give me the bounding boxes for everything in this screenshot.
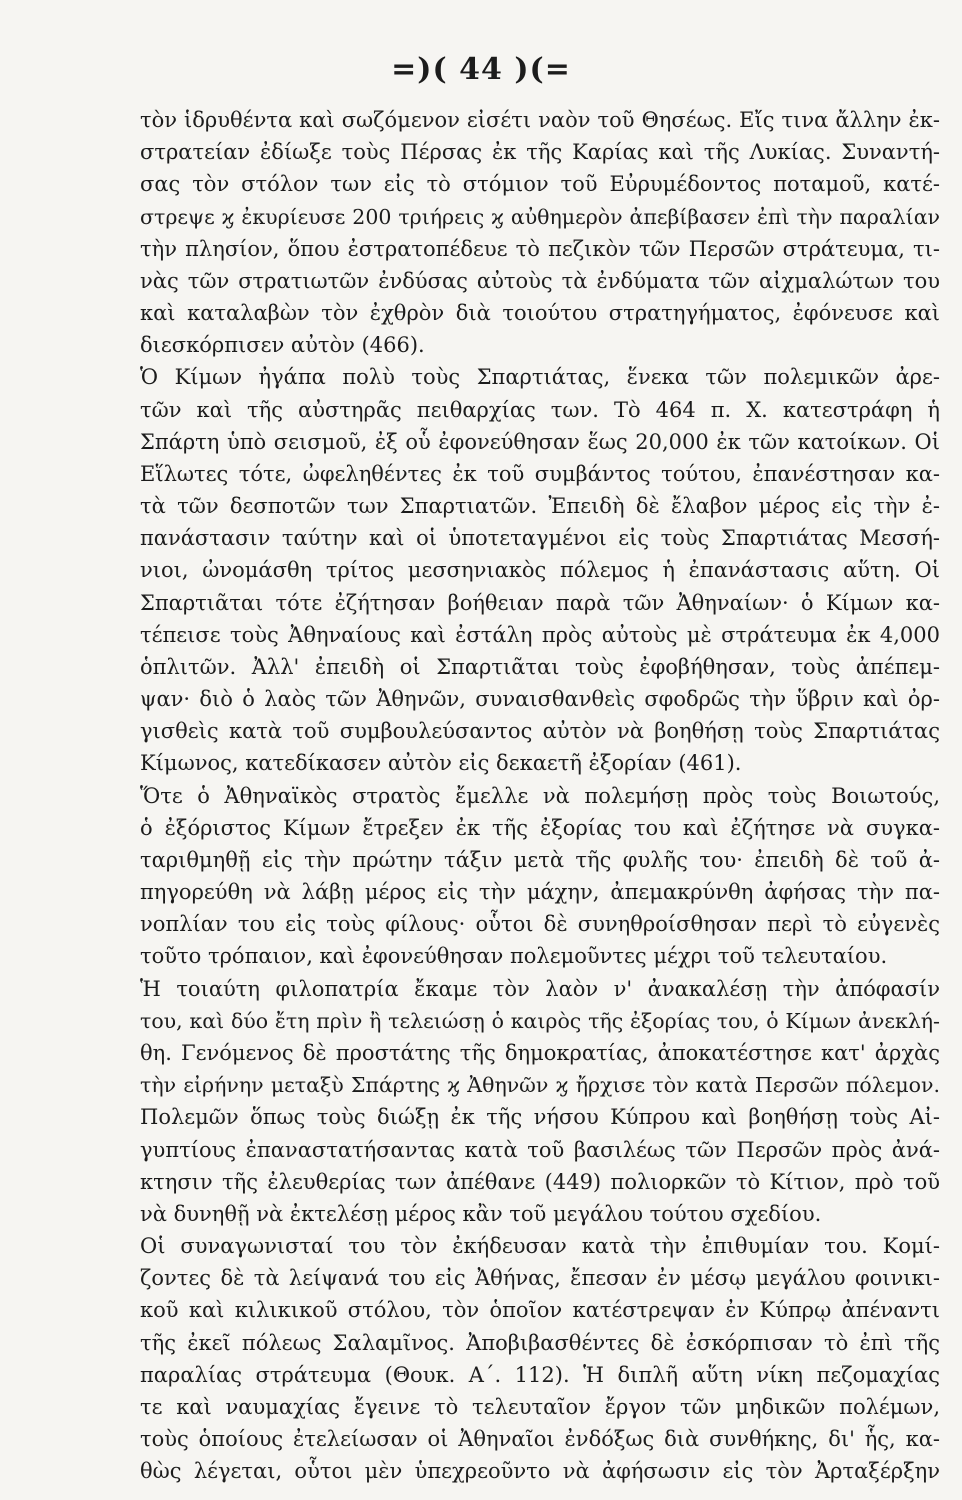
text-line: τοῦτο τρόπαιον, καὶ ἐφονεύθησαν πολεμοῦντες μέχρι τοῦ τελευταίου. [140, 944, 888, 969]
text-line: πηγορεύθη νὰ λάβῃ μέρος εἰς τὴν μάχην, ἀπεμακρύνθη ἀφήσας τὴν πα- [140, 880, 940, 905]
text-line: Ὁ Κίμων ἠγάπα πολὺ τοὺς Σπαρτιάτας, ἕνεκα τῶν πολεμικῶν ἀρε- [140, 365, 940, 390]
text-line: Ἡ τοιαύτη φιλοπατρία ἔκαμε τὸν λαὸν ν' ἀνακαλέσῃ τὴν ἀπόφασίν [140, 976, 940, 1001]
text-line: γυπτίους ἐπαναστατήσαντας κατὰ τοῦ βασιλέως τῶν Περσῶν πρὸς ἀνά- [140, 1137, 940, 1162]
text-line: πανάστασιν ταύτην καὶ οἱ ὑποτεταγμένοι εἰς τοὺς Σπαρτιάτας Μεσσή- [140, 526, 940, 551]
text-line: Εἵλωτες τότε, ὠφεληθέντες ἐκ τοῦ συμβάντος τούτου, ἐπανέστησαν κα- [140, 461, 940, 486]
text-line: τῶν καὶ τῆς αὐστηρᾶς πειθαρχίας των. Τὸ 464 π. Χ. κατεστράφη ἡ [140, 397, 940, 422]
text-line: καὶ καταλαβὼν τὸν ἐχθρὸν διὰ τοιούτου στρατηγήματος, ἐφόνευσε καὶ [140, 301, 940, 326]
text-line: σας τὸν στόλον των εἰς τὸ στόμιον τοῦ Εὐρυμέδοντος ποταμοῦ, κατέ- [140, 172, 940, 197]
text-line: Σπάρτη ὑπὸ σεισμοῦ, ἐξ οὗ ἐφονεύθησαν ἕως 20,000 ἐκ τῶν κατοίκων. Οἱ [140, 429, 940, 454]
text-line: διεσκόρπισεν αὐτὸν (466). [140, 333, 425, 358]
text-line: τὴν εἰρήνην μεταξὺ Σπάρτης ϗ Ἀθηνῶν ϗ ἤρχισε τὸν κατὰ Περσῶν πόλεμον. [140, 1073, 940, 1098]
text-line: στρεψε ϗ ἐκυρίευσε 200 τριήρεις ϗ αὐθημερὸν ἀπεβίβασεν ἐπὶ τὴν παραλίαν [140, 204, 940, 229]
text-line: τὰ τῶν δεσποτῶν των Σπαρτιατῶν. Ἐπειδὴ δὲ ἔλαβον μέρος εἰς τὴν ἐ- [140, 494, 940, 519]
text-line: τῆς ἐκεῖ πόλεως Σαλαμῖνος. Ἀποβιβασθέντες δὲ ἐσκόρπισαν τὸ ἐπὶ τῆς [140, 1330, 940, 1355]
text-line: ζοντες δὲ τὰ λείψανά του εἰς Ἀθήνας, ἔπεσαν ἐν μέσῳ μεγάλου φοινικι- [140, 1266, 940, 1291]
text-line: κοῦ καὶ κιλικικοῦ στόλου, τὸν ὁποῖον κατέστρεψαν ἐν Κύπρῳ ἀπέναντι [140, 1298, 940, 1323]
text-line: ὁπλιτῶν. Ἀλλ' ἐπειδὴ οἱ Σπαρτιᾶται τοὺς ἐφοβήθησαν, τοὺς ἀπέπεμ- [140, 654, 940, 679]
text-line: θη. Γενόμενος δὲ προστάτης τῆς δημοκρατίας, ἀποκατέστησε κατ' ἀρχὰς [140, 1040, 940, 1065]
text-line: παραλίας στράτευμα (Θουκ. Α΄. 112). Ἡ διπλῆ αὕτη νίκη πεζομαχίας [140, 1362, 940, 1387]
text-line: ὁ ἐξόριστος Κίμων ἔτρεξεν ἐκ τῆς ἐξορίας του καὶ ἐζήτησε νὰ συγκα- [140, 815, 940, 840]
text-line: τε καὶ ναυμαχίας ἔγεινε τὸ τελευταῖον ἔργον τῶν μηδικῶν πολέμων, [140, 1394, 940, 1419]
text-line: ψαν· διὸ ὁ λαὸς τῶν Ἀθηνῶν, συναισθανθεὶς σφοδρῶς τὴν ὕβριν καὶ ὀρ- [140, 687, 940, 712]
page-number-header: =)( 44 )(= [391, 52, 571, 87]
text-line: τοὺς ὁποίους ἐτελείωσαν οἱ Ἀθηναῖοι ἐνδόξως διὰ συνθήκης, δι' ἧς, κα- [140, 1427, 940, 1452]
text-line: νὰς τῶν στρατιωτῶν ἐνδύσας αὐτοὺς τὰ ἐνδύματα τῶν αἰχμαλώτων του [140, 268, 940, 293]
text-line: Κίμωνος, κατεδίκασεν αὐτὸν εἰς δεκαετῆ ἐξορίαν (461). [140, 751, 742, 776]
text-line: θὼς λέγεται, οὗτοι μὲν ὑπεχρεοῦντο νὰ ἀφήσωσιν εἰς τὸν Ἀρταξέρξην [140, 1459, 940, 1484]
text-line: Σπαρτιᾶται τότε ἐζήτησαν βοήθειαν παρὰ τῶν Ἀθηναίων· ὁ Κίμων κα- [140, 590, 940, 615]
text-line: ταριθμηθῇ εἰς τὴν πρώτην τάξιν μετὰ τῆς φυλῆς του· ἐπειδὴ δὲ τοῦ ἀ- [140, 847, 940, 872]
text-line: κτησιν τῆς ἐλευθερίας των ἀπέθανε (449) πολιορκῶν τὸ Κίτιον, πρὸ τοῦ [140, 1169, 940, 1194]
text-line: του, καὶ δύο ἔτη πρὶν ἢ τελειώσῃ ὁ καιρὸς τῆς ἐξορίας του, ὁ Κίμων ἀνεκλή- [140, 1008, 940, 1033]
text-line: νοπλίαν του εἰς τοὺς φίλους· οὗτοι δὲ συνηθροίσθησαν περὶ τὸ εὐγενὲς [140, 912, 940, 937]
text-line: τὴν πλησίον, ὅπου ἐστρατοπέδευε τὸ πεζικὸν τῶν Περσῶν στράτευμα, τι- [140, 236, 940, 261]
text-line: στρατείαν ἐδίωξε τοὺς Πέρσας ἐκ τῆς Καρίας καὶ τῆς Λυκίας. Συναντή- [140, 140, 940, 165]
text-line: γισθεὶς κατὰ τοῦ συμβουλεύσαντος αὐτὸν νὰ βοηθήσῃ τοὺς Σπαρτιάτας [140, 719, 940, 744]
text-line: Ὅτε ὁ Ἀθηναϊκὸς στρατὸς ἔμελλε νὰ πολεμήσῃ πρὸς τοὺς Βοιωτούς, [140, 783, 940, 808]
text-line: νὰ δυνηθῇ νὰ ἐκτελέσῃ μέρος κἂν τοῦ μεγάλου τούτου σχεδίου. [140, 1201, 822, 1226]
body-text [140, 104, 940, 1487]
text-line: τὸν ἱδρυθέντα καὶ σωζόμενον εἰσέτι ναὸν τοῦ Θησέως. Εἴς τινα ἄλλην ἐκ- [140, 108, 940, 132]
text-line: νιοι, ὠνομάσθη τρίτος μεσσηνιακὸς πόλεμος ἡ ἐπανάστασις αὕτη. Οἱ [140, 558, 940, 583]
text-line: Πολεμῶν ὅπως τοὺς διώξῃ ἐκ τῆς νήσου Κύπρου καὶ βοηθήσῃ τοὺς Αἰ- [140, 1105, 940, 1130]
text-line: Οἱ συναγωνισταί του τὸν ἐκήδευσαν κατὰ τὴν ἐπιθυμίαν του. Κομί- [140, 1234, 940, 1259]
text-line: τέπεισε τοὺς Ἀθηναίους καὶ ἐστάλη πρὸς αὐτοὺς μὲ στράτευμα ἐκ 4,000 [140, 622, 940, 647]
